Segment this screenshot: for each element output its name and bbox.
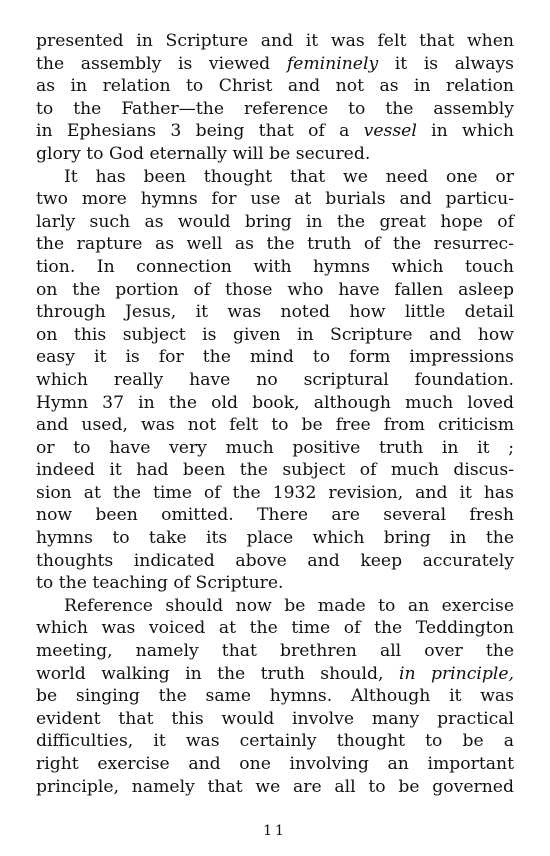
text-line: in Ephesians 3 being that of a vessel in which [36,121,514,142]
text-line: the assembly is viewed femininely it is always [36,53,514,74]
text-line: Hymn 37 in the old book, although much loved [36,392,514,413]
text-line: hymns to take its place which bring in the [36,528,514,549]
text-line: It has been thought that we need one or [64,166,514,187]
text-line: which was voiced at the time of the Teddington [36,618,514,639]
text-line: or to have very much positive truth in it ; [36,437,514,458]
text-line: through Jesus, it was noted how little detail [36,302,514,323]
text-line: and used, was not felt to be free from criticism [36,415,514,436]
text-line: two more hymns for use at burials and particu- [36,189,514,210]
text-line: right exercise and one involving an important [36,754,514,774]
text-line: world walking in the truth should, in principle, [36,663,514,684]
text-block [36,30,514,798]
text-line: indeed it had been the subject of much discus- [36,460,514,481]
text-line: to the teaching of Scripture. [36,573,284,594]
text-line: Reference should now be made to an exercise [64,595,514,616]
text-line: difficulties, it was certainly thought to be a [36,731,514,752]
text-line: thoughts indicated above and keep accurately [36,550,514,571]
text-line: to the Father—the reference to the assembly [36,98,514,119]
text-line: easy it is for the mind to form impressions [36,347,514,368]
text-line: glory to God eternally will be secured. [36,143,371,164]
text-line: tion. In connection with hymns which touch [36,256,514,277]
text-line: sion at the time of the 1932 revision, and it has [36,482,514,503]
page-number: 11 [263,823,287,839]
text-line: larly such as would bring in the great hope of [36,211,514,232]
text-line: principle, namely that we are all to be governed [36,776,514,797]
text-line: now been omitted. There are several fresh [36,505,514,526]
text-line: the rapture as well as the truth of the resurrec- [36,234,514,255]
text-line: on the portion of those who have fallen asleep [36,279,514,300]
text-line: meeting, namely that brethren all over the [36,641,514,662]
text-line: evident that this would involve many practical [36,708,514,729]
text-line: on this subject is given in Scripture and how [36,324,514,345]
text-line: presented in Scripture and it was felt that when [36,31,514,51]
text-line: which really have no scriptural foundation. [36,369,514,390]
text-line: be singing the same hymns. Although it was [36,686,514,707]
text-line: as in relation to Christ and not as in relation [36,76,514,97]
